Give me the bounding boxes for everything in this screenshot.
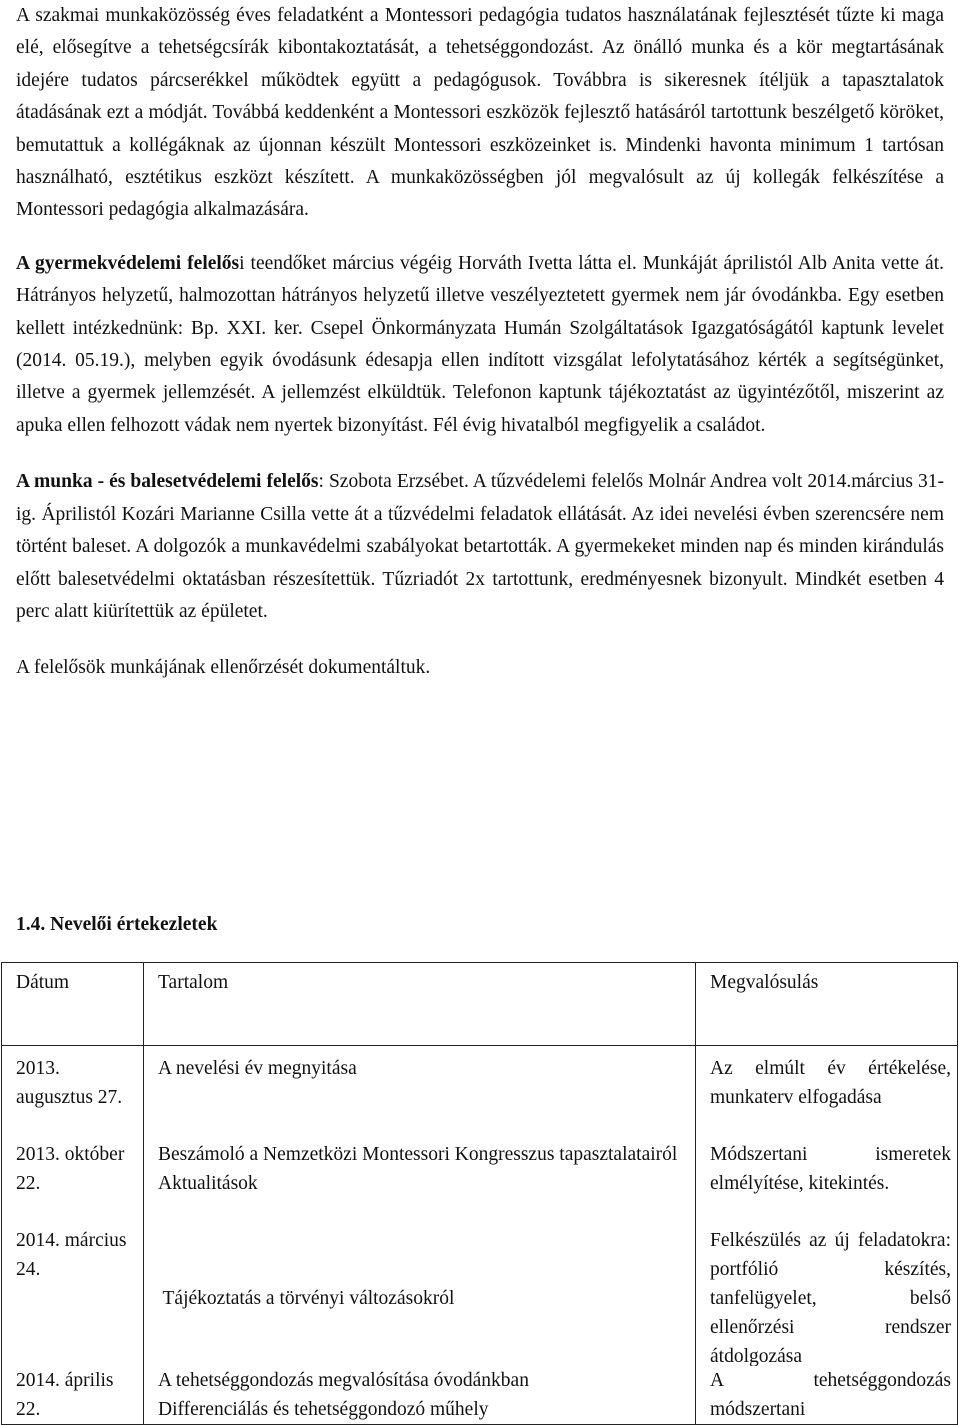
paragraph-gyermekvedelem-text: i teendőket március végéig Horváth Ivetta látta el. Munkáját áprilistól Alb Anita vette át. Hátrányos helyzetű, halmozottan hátrányos helyzetű illetve veszélyeztetett gyermek nem jár óvodánkba. Egy esetben kellett intézkednünk: Bp. XXI. ker. Csepel Önkormányzata Humán Szolgáltatások Igazgatóságától kaptunk levelet (2014. 05.19.), melyben egyik óvodásunk édesapja ellen indított vizsgálat lefolytatásához kérték a segítségünket, illetve a gyermek jellemzését. A jellemzést elküldtük. Telefonon kaptunk tájékoztatást az ügyintézőtől, miszerint az apuka ellen felhozott vádak nem nyertek bizonyítást. Fél évig hivatalból megfigyelik a családot. [16,252,944,436]
date-cell: 2014. április 22. [16,1370,114,1420]
paragraph-munkavedelem-text: : Szobota Erzsébet. A tűzvédelemi felelős Molnár Andrea volt 2014.március 31-ig. Áprilistól Kozári Marianne Csilla vette át a tűzvédelmi feladatok ellátását. Az idei nevelési évben szerencsére nem történt baleset. A dolgozók a munkavédelmi szabályokat betartották. A gyermekeket minden nap és minden kirándulás előtt balesetvédelmi oktatásban részesítettük. Tűzriadót 2x tartottunk, eredményesnek bizonyult. Mindkét esetben 4 perc alatt kiürítettük az épületet. [16,471,944,622]
paragraph-gyermekvedelem [16,248,944,442]
date-cell: 2013. október 22. [16,1144,125,1194]
content-line: Differenciálás és tehetséggondozó műhely [158,1399,489,1420]
date-cell: 2014. március 24. [16,1230,127,1280]
section-title: 1.4. Nevelői értekezletek [16,914,218,935]
content-line: A nevelési év megnyitása [158,1058,357,1079]
date-cell: 2013. augusztus 27. [16,1058,123,1108]
header-cell-date: Dátum [2,963,144,1046]
content-cell [144,1366,695,1424]
result-cell: Felkészülés az új feladatokra: portfólió készítés, tanfelügyelet, belső ellenőrzési rendszer átdolgozása [710,1230,951,1366]
content-cell [144,1140,695,1226]
paragraph-gyermekvedelem-lead: A gyermekvédelemi felelős [16,252,240,274]
content-column [144,1046,696,1425]
table-body-row [2,1046,958,1425]
result-cell: Módszertani ismeretek elmélyítése, kitekintés. [710,1144,951,1194]
result-cell: Az elmúlt év értékelése, munkaterv elfogadása [710,1058,951,1108]
meetings-table [1,962,958,1425]
result-column [696,1046,958,1425]
content-line: Tájékoztatás a törvényi változásokról [158,1288,455,1309]
content-cell [144,1054,695,1140]
header-cell-result: Megvalósulás [696,963,958,1046]
date-column [2,1046,144,1425]
header-cell-content: Tartalom [144,963,696,1046]
paragraph-munkavedelem-lead: A munka - és balesetvédelemi felelős [16,471,319,493]
paragraph-ellenorzes: A felelősök munkájának ellenőrzését dokumentáltuk. [16,657,431,679]
paragraph-munkakozosseg: A szakmai munkaközösség éves feladatként a Montessori pedagógia tudatos használatának fejlesztését tűzte ki maga elé, elősegítve a tehetségcsírák kibontakoztatását, a tehetséggondozást. Az önálló munka és a kör megtartásának idejére tudatos párcserékkel működtek együtt a pedagógusok. Továbbra is sikeresnek ítéljük a tapasztalatok átadásának ezt a módját. Továbbá keddenként a Montessori eszközök fejlesztő hatásáról tartottunk beszélgető köröket, bemutattuk a kollégáknak az újonnan készült Montessori eszközeinket is. Mindenki havonta minimum 1 tartósan használható, esztétikus eszközt készített. A munkaközösségben jól megvalósult az új kollegák felkészítése a Montessori pedagógia alkalmazására. [16,5,944,221]
document-body [16,0,944,685]
content-line: Aktualitások [158,1173,258,1194]
content-line: Beszámoló a Nemzetközi Montessori Kongresszus tapasztalatairól [158,1144,678,1165]
content-line: A tehetséggondozás megvalósítása óvodánkban [158,1370,529,1391]
result-cell: A tehetséggondozás módszertani [710,1370,951,1420]
content-cell [144,1226,695,1366]
table-header-row [2,963,958,1046]
paragraph-munkavedelem [16,466,944,628]
